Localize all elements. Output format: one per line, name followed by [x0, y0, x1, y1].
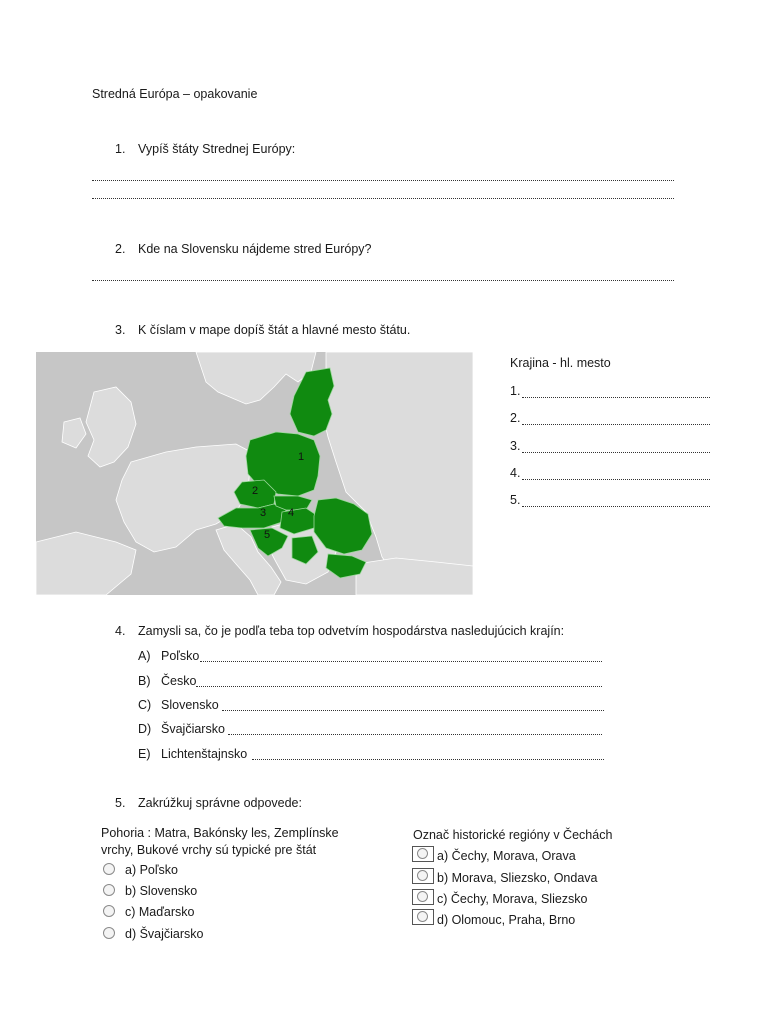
q5-left-question-line2: vrchy, Bukové vrchy sú typické pre štát: [101, 843, 317, 857]
map-answer-row-3-line[interactable]: [522, 452, 710, 453]
map-answer-row-5-label: 5.: [510, 493, 521, 507]
q5-right-option-d: d) Olomouc, Praha, Brno: [437, 913, 576, 927]
map-answer-row-2-label: 2.: [510, 411, 521, 425]
q5-left-option-a-radio[interactable]: [103, 863, 115, 875]
q5-left-option-c-radio[interactable]: [103, 905, 115, 917]
q5-right-option-d-radio: [417, 911, 428, 922]
question-4-text: Zamysli sa, čo je podľa teba top odvetvím hospodárstva nasledujúcich krajín:: [138, 624, 565, 638]
europe-map: [36, 352, 473, 595]
map-label-3: 3: [260, 507, 267, 519]
q4-item-b-letter: B): [138, 674, 151, 688]
q5-right-option-b-box[interactable]: [412, 868, 434, 884]
question-2-number: 2.: [115, 242, 126, 256]
q4-item-d-label: Švajčiarsko: [161, 722, 225, 736]
q4-item-b-label: Česko: [161, 674, 197, 688]
question-3-text: K číslam v mape dopíš štát a hlavné mesto štátu.: [138, 323, 411, 337]
question-5-text: Zakrúžkuj správne odpovede:: [138, 796, 302, 810]
map-answer-row-4-label: 4.: [510, 466, 521, 480]
q5-left-option-a: a) Poľsko: [125, 863, 178, 877]
map-answer-header: Krajina - hl. mesto: [510, 356, 611, 370]
question-2-text: Kde na Slovensku nájdeme stred Európy?: [138, 242, 372, 256]
q5-right-question: Označ historické regióny v Čechách: [413, 828, 613, 842]
q5-right-option-c: c) Čechy, Morava, Sliezsko: [437, 892, 588, 906]
map-answer-row-1-line[interactable]: [522, 397, 710, 398]
q5-left-option-b-radio[interactable]: [103, 884, 115, 896]
q4-item-e-label: Lichtenštajnsko: [161, 747, 248, 761]
map-answer-row-3-label: 3.: [510, 439, 521, 453]
answer-line-1b[interactable]: [92, 198, 674, 199]
q4-item-e-line[interactable]: [252, 759, 604, 760]
q4-item-c-label: Slovensko: [161, 698, 219, 712]
map-label-4: 4: [288, 507, 295, 519]
q4-item-a-letter: A): [138, 649, 151, 663]
map-label-1: 1: [298, 451, 305, 463]
q5-right-option-a: a) Čechy, Morava, Orava: [437, 849, 576, 863]
q5-right-option-c-radio: [417, 891, 428, 902]
q4-item-b-line[interactable]: [196, 686, 602, 687]
q5-right-option-a-radio: [417, 848, 428, 859]
map-answer-row-1-label: 1.: [510, 384, 521, 398]
q4-item-d-letter: D): [138, 722, 152, 736]
q5-right-option-a-box[interactable]: [412, 846, 434, 862]
map-answer-row-2-line[interactable]: [522, 424, 710, 425]
q5-left-question-line1: Pohoria : Matra, Bakónsky les, Zemplínske: [101, 826, 339, 840]
q5-left-option-d-radio[interactable]: [103, 927, 115, 939]
q5-left-option-b: b) Slovensko: [125, 884, 198, 898]
q4-item-e-letter: E): [138, 747, 151, 761]
q4-item-c-line[interactable]: [222, 710, 604, 711]
q5-right-option-b-radio: [417, 870, 428, 881]
europe-map-svg: [36, 352, 473, 595]
map-answer-row-5-line[interactable]: [522, 506, 710, 507]
q5-left-option-d: d) Švajčiarsko: [125, 927, 204, 941]
question-1-text: Vypíš štáty Strednej Európy:: [138, 142, 296, 156]
question-5-number: 5.: [115, 796, 126, 810]
map-answer-row-4-line[interactable]: [522, 479, 710, 480]
answer-line-2[interactable]: [92, 280, 674, 281]
q5-left-option-c: c) Maďarsko: [125, 905, 195, 919]
page-title: Stredná Európa – opakovanie: [92, 87, 258, 101]
q5-right-option-b: b) Morava, Sliezsko, Ondava: [437, 871, 598, 885]
question-4-number: 4.: [115, 624, 126, 638]
q4-item-a-line[interactable]: [200, 661, 602, 662]
q5-right-option-c-box[interactable]: [412, 889, 434, 905]
q4-item-c-letter: C): [138, 698, 152, 712]
question-1-number: 1.: [115, 142, 126, 156]
q5-right-option-d-box[interactable]: [412, 909, 434, 925]
q4-item-a-label: Poľsko: [161, 649, 200, 663]
map-label-2: 2: [252, 485, 259, 497]
question-3-number: 3.: [115, 323, 126, 337]
map-label-5: 5: [264, 529, 271, 541]
q4-item-d-line[interactable]: [228, 734, 602, 735]
answer-line-1a[interactable]: [92, 180, 674, 181]
